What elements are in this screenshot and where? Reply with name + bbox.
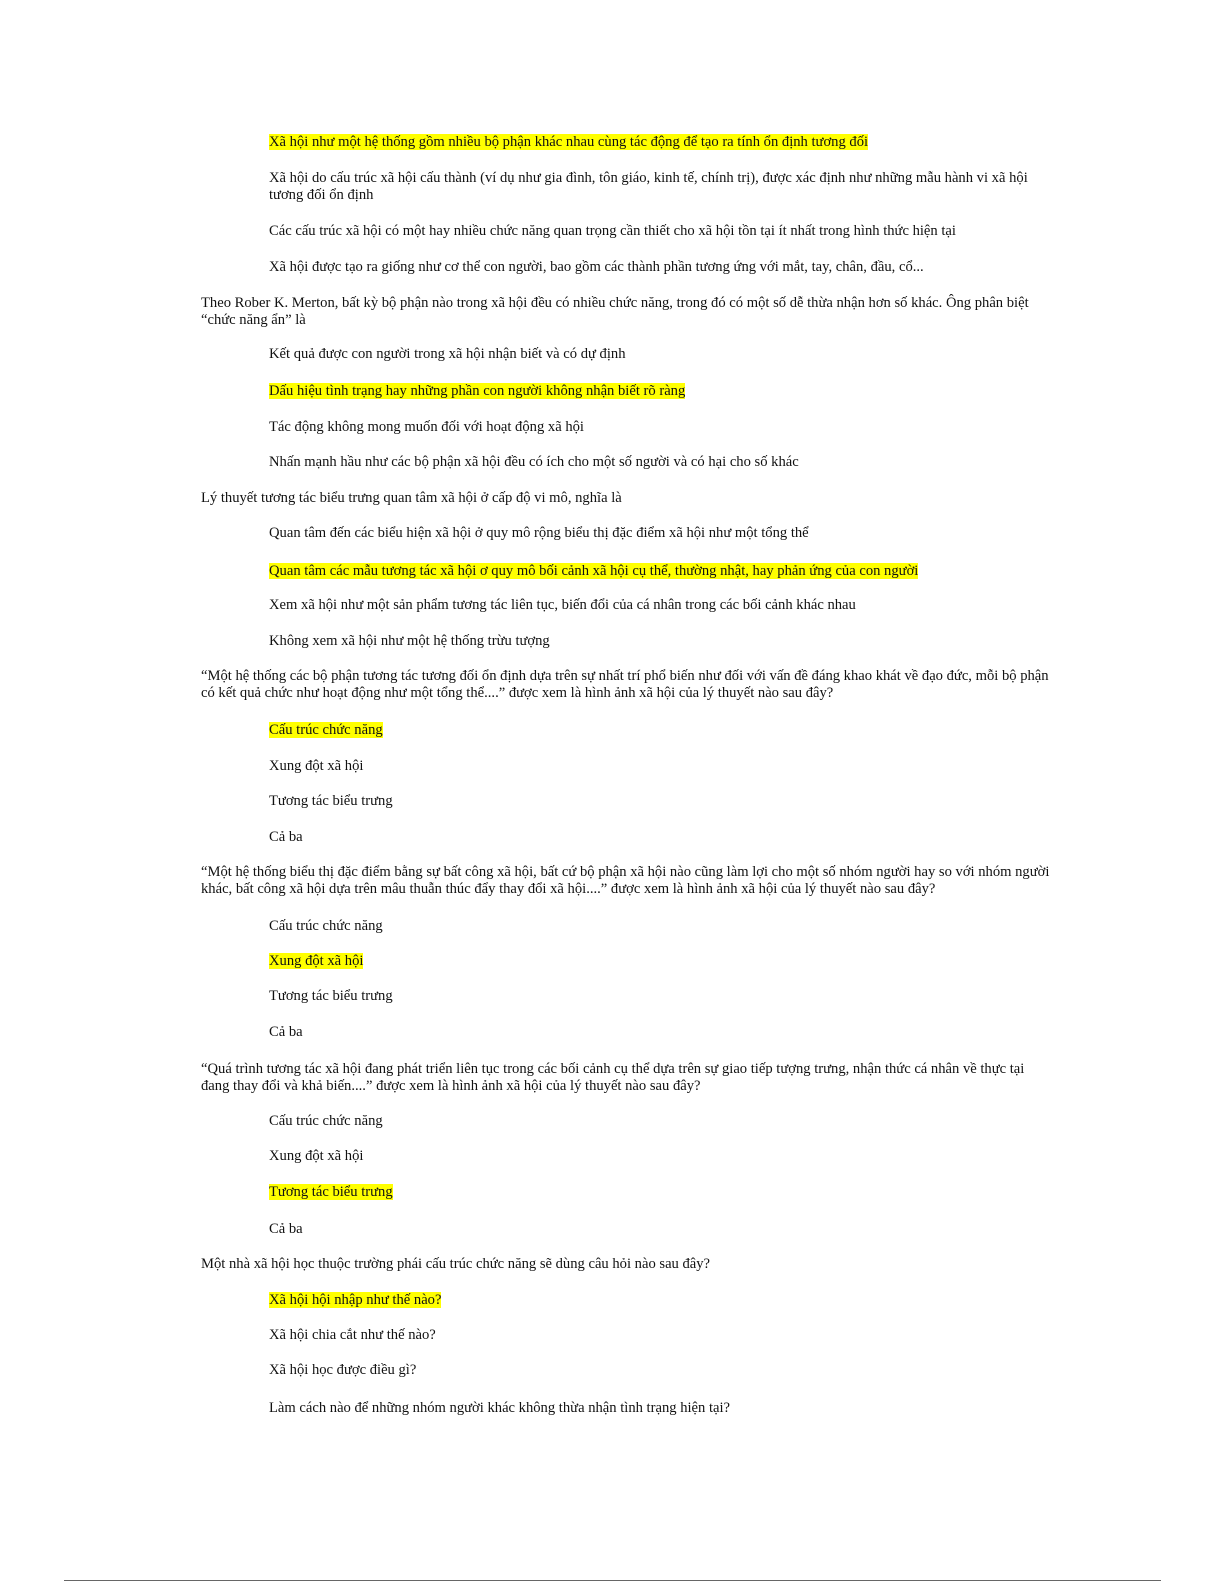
highlighted-answer: Xã hội như một hệ thống gồm nhiều bộ phận khác nhau cùng tác động để tạo ra tính ổn định tương đối bbox=[269, 134, 869, 150]
highlighted-answer: Quan tâm các mẫu tương tác xã hội ơ quy mô bối cảnh xã hội cụ thể, thường nhật, hay phản ứng của con người bbox=[269, 563, 919, 579]
answer-option: Xã hội chia cắt như thế nào? bbox=[269, 1327, 436, 1343]
highlighted-answer: Cấu trúc chức năng bbox=[269, 722, 383, 738]
question-text: Một nhà xã hội học thuộc trường phái cấu trúc chức năng sẽ dùng câu hỏi nào sau đây? bbox=[201, 1256, 711, 1272]
answer-option: Cả ba bbox=[269, 1221, 303, 1237]
question-text: Theo Rober K. Merton, bất kỳ bộ phận nào trong xã hội đều có nhiều chức năng, trong đó có một số dễ thừa nhận hơn số khác. Ông phân biệt “chức năng ẩn” là bbox=[201, 295, 1029, 328]
answer-option: Cấu trúc chức năng bbox=[269, 1113, 383, 1129]
answer-option: Xung đột xã hội bbox=[269, 1148, 364, 1164]
highlighted-answer: Dấu hiệu tình trạng hay những phần con người không nhận biết rõ ràng bbox=[269, 383, 686, 399]
answer-option: Xem xã hội như một sản phẩm tương tác liên tục, biến đổi của cá nhân trong các bối cảnh khác nhau bbox=[269, 597, 856, 613]
answer-option: Xã hội do cấu trúc xã hội cấu thành (ví dụ như gia đình, tôn giáo, kinh tế, chính trị), được xác định như những mẫu hành vi xã hội tương đối ổn định bbox=[269, 170, 1028, 203]
question-text: “Một hệ thống các bộ phận tương tác tương đối ổn định dựa trên sự nhất trí phổ biến như đối với vấn đề đáng khao khát về đạo đức, mỗi bộ phận có kết quả chức như hoạt động như một tổng thể....” được xem là hình ảnh xã hội của lý thuyết nào sau đây? bbox=[201, 668, 1049, 701]
answer-option: Tác động không mong muốn đối với hoạt động xã hội bbox=[269, 419, 584, 435]
highlighted-answer: Xã hội hội nhập như thế nào? bbox=[269, 1292, 442, 1308]
answer-option bbox=[269, 722, 1049, 739]
answer-option: Các cấu trúc xã hội có một hay nhiều chức năng quan trọng cần thiết cho xã hội tồn tại ít nhất trong hình thức hiện tại bbox=[269, 223, 956, 239]
question-text: Lý thuyết tương tác biểu trưng quan tâm xã hội ở cấp độ vi mô, nghĩa là bbox=[201, 490, 622, 506]
answer-option bbox=[269, 563, 1049, 580]
answer-option bbox=[269, 953, 1049, 970]
answer-option bbox=[269, 1184, 1049, 1201]
question-text: “Một hệ thống biểu thị đặc điểm bằng sự bất công xã hội, bất cứ bộ phận xã hội nào cũng làm lợi cho một số nhóm người hay so với nhóm người khác, bất công xã hội dựa trên mâu thuẫn thúc đẩy thay đổi xã hội....” được xem là hình ảnh xã hội của lý thuyết nào sau đây? bbox=[201, 864, 1050, 897]
answer-option: Tương tác biểu trưng bbox=[269, 793, 393, 809]
answer-option: Quan tâm đến các biểu hiện xã hội ở quy mô rộng biểu thị đặc điểm xã hội như một tổng thể bbox=[269, 525, 809, 541]
answer-option bbox=[269, 383, 1049, 400]
answer-option: Kết quả được con người trong xã hội nhận biết và có dự định bbox=[269, 346, 626, 362]
answer-option: Xã hội được tạo ra giống như cơ thể con người, bao gồm các thành phần tương ứng với mắt, tay, chân, đầu, cổ... bbox=[269, 259, 924, 275]
answer-option: Nhấn mạnh hầu như các bộ phận xã hội đều có ích cho một số người và có hại cho số khác bbox=[269, 454, 799, 470]
answer-option: Xã hội học được điều gì? bbox=[269, 1362, 417, 1378]
highlighted-answer: Xung đột xã hội bbox=[269, 953, 364, 969]
answer-option: Xung đột xã hội bbox=[269, 758, 364, 774]
answer-option: Không xem xã hội như một hệ thống trừu tượng bbox=[269, 633, 550, 649]
answer-option bbox=[269, 1292, 1049, 1309]
answer-option bbox=[269, 134, 1049, 151]
answer-option: Cả ba bbox=[269, 829, 303, 845]
highlighted-answer: Tương tác biểu trưng bbox=[269, 1184, 393, 1200]
question-text: “Quá trình tương tác xã hội đang phát triển liên tục trong các bối cảnh cụ thể dựa trên sự giao tiếp tượng trưng, nhận thức cá nhân về thực tại đang thay đổi và khả biến....” được xem là hình ảnh xã hội của lý thuyết nào sau đây? bbox=[201, 1061, 1025, 1094]
answer-option: Cấu trúc chức năng bbox=[269, 918, 383, 934]
page-bottom-rule bbox=[64, 1580, 1161, 1581]
answer-option: Cả ba bbox=[269, 1024, 303, 1040]
answer-option: Tương tác biểu trưng bbox=[269, 988, 393, 1004]
answer-option: Làm cách nào để những nhóm người khác không thừa nhận tình trạng hiện tại? bbox=[269, 1400, 731, 1416]
